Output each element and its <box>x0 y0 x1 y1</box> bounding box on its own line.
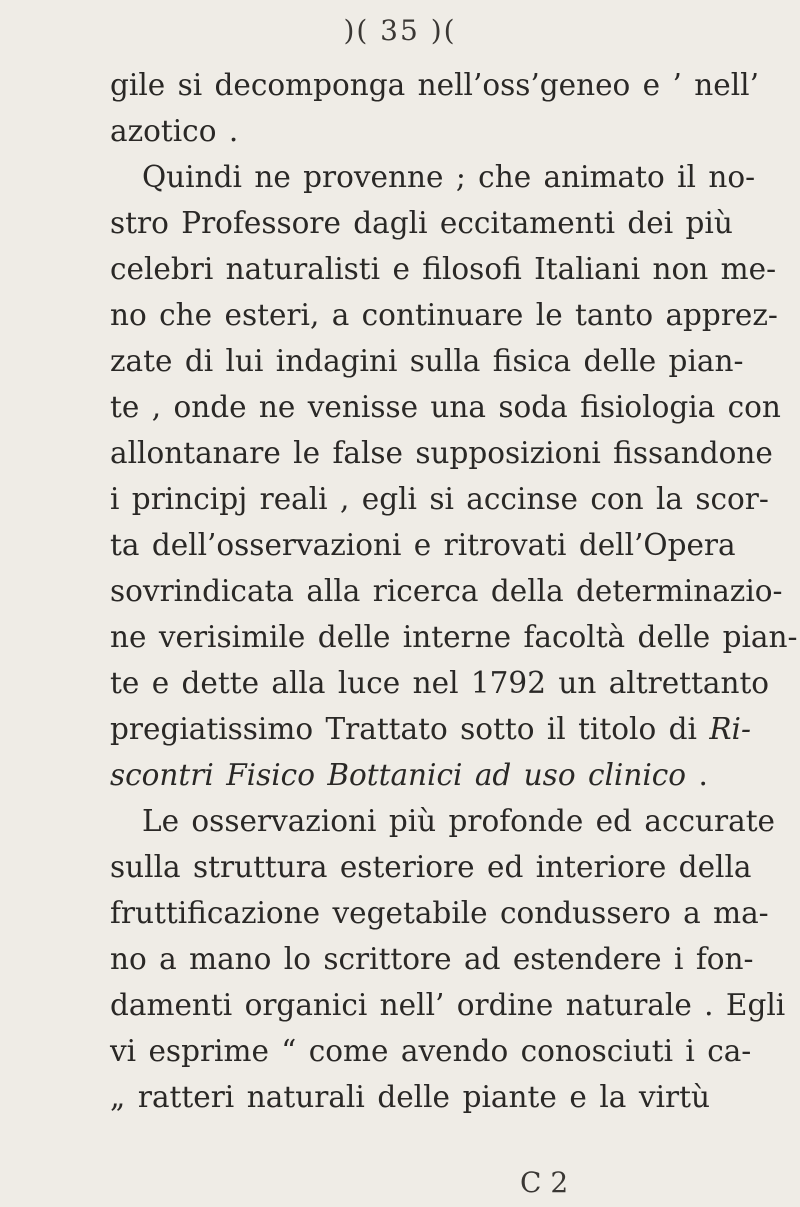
text-segment: . <box>686 758 708 792</box>
text-line: Le osservazioni più profonde ed accurate <box>142 804 776 838</box>
text-line <box>110 706 751 752</box>
text-line: stro Professore dagli eccitamenti dei più <box>110 206 733 240</box>
text-line: azotico . <box>110 114 239 148</box>
text-segment: pregiatissimo Trattato sotto il titolo di <box>110 712 697 746</box>
text-line: zate di lui indagini sulla fisica delle pian- <box>110 344 744 378</box>
italic-title: scontri Fisico Bottanici ad uso clinico <box>110 758 687 792</box>
text-line <box>110 752 710 798</box>
text-line: sovrindicata alla ricerca della determinazio- <box>110 574 783 608</box>
text-line: allontanare le false supposizioni fissandone <box>110 436 773 470</box>
text-line: damenti organici nell’ ordine naturale . Egli <box>110 988 786 1022</box>
text-line: „ ratteri naturali delle piante e la virtù <box>110 1080 710 1114</box>
signature-mark: C 2 <box>520 1166 569 1199</box>
text-line: fruttificazione vegetabile condussero a ma- <box>110 896 769 930</box>
text-line: i principj reali , egli si accinse con la scor- <box>110 482 769 516</box>
body-text <box>110 62 798 1120</box>
text-line: celebri naturalisti e filosofi Italiani non me- <box>110 252 777 286</box>
text-line: Quindi ne provenne ; che animato il no- <box>142 160 756 194</box>
text-line: te , onde ne venisse una soda fisiologia con <box>110 390 781 424</box>
text-line: ne verisimile delle interne facoltà delle pian- <box>110 620 798 654</box>
text-line: ta dell’osservazioni e ritrovati dell’Opera <box>110 528 736 562</box>
text-line: gile si decomponga nell’oss’geneo e ’ nell’ <box>110 68 759 102</box>
text-line: no a mano lo scrittore ad estendere i fon- <box>110 942 754 976</box>
italic-segment: Ri- <box>709 712 751 746</box>
text-line: no che esteri, a continuare le tanto apprez- <box>110 298 778 332</box>
page-number: )( 35 )( <box>343 14 457 47</box>
text-line: sulla struttura esteriore ed interiore della <box>110 850 752 884</box>
text-line: vi esprime “ come avendo conosciuti i ca- <box>110 1034 752 1068</box>
text-line: te e dette alla luce nel 1792 un altrettanto <box>110 666 770 700</box>
